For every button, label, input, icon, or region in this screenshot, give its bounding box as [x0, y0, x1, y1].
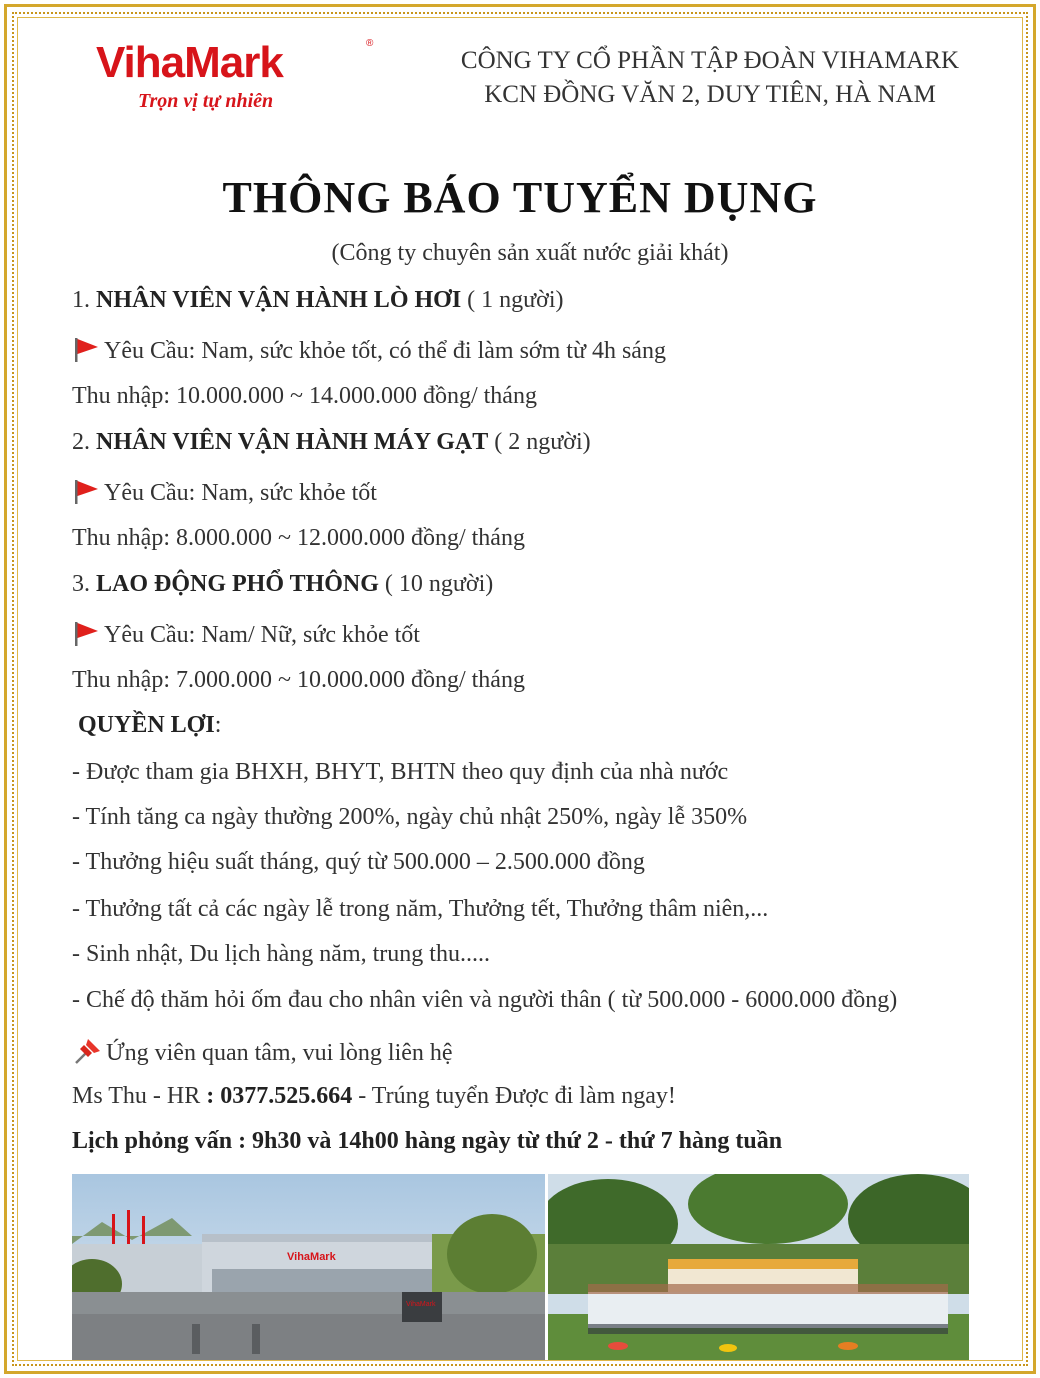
benefit-item: - Thưởng hiệu suất tháng, quý từ 500.000 – 2.500.000 đồng [72, 849, 645, 875]
page-subtitle: (Công ty chuyên sản xuất nước giải khát) [331, 240, 729, 266]
red-flag-icon [72, 478, 100, 504]
job-1-count: ( 1 người) [467, 287, 564, 313]
contact-intro [72, 1035, 453, 1067]
job-1-income: Thu nhập: 10.000.000 ~ 14.000.000 đồng/ tháng [72, 383, 537, 409]
benefit-item: - Chế độ thăm hỏi ốm đau cho nhân viên và người thân ( từ 500.000 - 6000.000 đồng) [72, 987, 898, 1013]
vihamark-logo [96, 38, 386, 118]
job-2-count: ( 2 người) [494, 429, 591, 455]
job-3-number: 3. [72, 571, 90, 597]
building-sign: VihaMark [287, 1251, 336, 1263]
job-3-count: ( 10 người) [384, 571, 494, 597]
contact-line [72, 1083, 676, 1110]
interview-schedule: Lịch phỏng vấn : 9h30 và 14h00 hàng ngày từ thứ 2 - thứ 7 hàng tuần [72, 1128, 783, 1154]
job-3-name: LAO ĐỘNG PHỔ THÔNG [96, 571, 379, 597]
pushpin-icon [72, 1035, 104, 1065]
photo-strip [72, 1174, 969, 1360]
job-1-title [72, 287, 564, 314]
job-1-req-text: Yêu Cầu: Nam, sức khỏe tốt, có thể đi làm sớm từ 4h sáng [104, 338, 666, 364]
logo-registered-mark: ® [366, 38, 374, 49]
factory-photo [72, 1174, 545, 1360]
logo-wordmark: VihaMark [96, 38, 283, 87]
job-2-requirement [72, 478, 377, 507]
logo-slogan: Trọn vị tự nhiên [138, 90, 274, 112]
job-1-number: 1. [72, 287, 90, 313]
job-2-number: 2. [72, 429, 90, 455]
page-title: THÔNG BÁO TUYỂN DỤNG [222, 173, 818, 222]
job-3-title [72, 571, 493, 598]
red-flag-icon [72, 336, 100, 362]
gate-sign: VihaMark [406, 1301, 436, 1308]
company-address: KCN ĐỒNG VĂN 2, DUY TIÊN, HÀ NAM [484, 81, 936, 108]
company-name: CÔNG TY CỔ PHẦN TẬP ĐOÀN VIHAMARK [460, 47, 960, 74]
job-3-income: Thu nhập: 7.000.000 ~ 10.000.000 đồng/ tháng [72, 667, 525, 693]
benefits-heading-text: QUYỀN LỢI [78, 712, 215, 738]
job-2-title [72, 429, 591, 456]
benefits-heading-colon: : [214, 712, 222, 738]
benefit-item: - Tính tăng ca ngày thường 200%, ngày chủ nhật 250%, ngày lễ 350% [72, 804, 748, 830]
job-2-req-text: Yêu Cầu: Nam, sức khỏe tốt [104, 480, 377, 506]
job-3-requirement [72, 620, 420, 649]
benefit-item: - Được tham gia BHXH, BHYT, BHTN theo quy định của nhà nước [72, 759, 729, 785]
contact-note: - Trúng tuyển Được đi làm ngay! [352, 1083, 676, 1109]
benefit-item: - Sinh nhật, Du lịch hàng năm, trung thu..... [72, 941, 490, 967]
benefits-heading [78, 712, 221, 739]
job-2-name: NHÂN VIÊN VẬN HÀNH MÁY GẠT [96, 429, 489, 455]
job-1-name: NHÂN VIÊN VẬN HÀNH LÒ HƠI [96, 287, 462, 313]
contact-intro-text: Ứng viên quan tâm, vui lòng liên hệ [106, 1040, 453, 1066]
benefit-item: - Thưởng tất cả các ngày lễ trong năm, Thưởng tết, Thưởng thâm niên,... [72, 896, 769, 922]
contact-phone: : 0377.525.664 [206, 1083, 353, 1109]
company-header [430, 44, 990, 112]
team-photo [548, 1174, 969, 1360]
red-flag-icon [72, 620, 100, 646]
job-2-income: Thu nhập: 8.000.000 ~ 12.000.000 đồng/ tháng [72, 525, 525, 551]
contact-person: Ms Thu - HR [72, 1083, 207, 1109]
job-3-req-text: Yêu Cầu: Nam/ Nữ, sức khỏe tốt [104, 622, 420, 648]
job-1-requirement [72, 336, 666, 365]
